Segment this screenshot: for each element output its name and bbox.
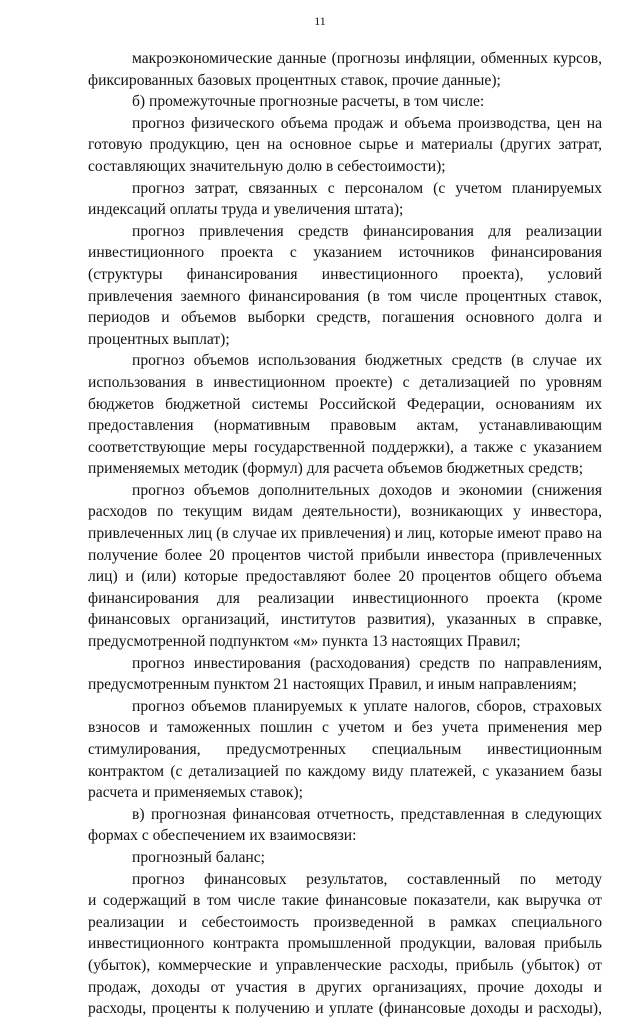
text-line: соответствующие меры государственной поддержки), а также с указанием <box>88 438 602 456</box>
text-line: готовую продукцию, цен на основное сырье и материалы (других затрат, <box>88 136 602 154</box>
text-line: продаж, доходы от участия в других организациях, прочие доходы и <box>88 978 602 996</box>
text-line: в) прогнозная финансовая отчетность, представленная в следующих <box>132 805 602 823</box>
text-line: фиксированных базовых процентных ставок, прочие данные); <box>88 71 501 89</box>
text-line: прогноз физического объема продаж и объема производства, цен на <box>132 114 602 132</box>
text-line: привлеченных лиц (в случае их привлечения) и лиц, которые имеют право на <box>88 525 602 543</box>
document-body <box>88 48 602 1020</box>
text-line: реализации и себестоимость произведенной в рамках специального <box>88 913 602 931</box>
text-line: прогноз объемов использования бюджетных средств (в случае их <box>132 352 602 370</box>
text-line: прогноз инвестирования (расходования) средств по направлениям, <box>132 654 602 672</box>
text-line: прогноз объемов планируемых к уплате налогов, сборов, страховых <box>132 697 602 715</box>
text-line: получение более 20 процентов чистой прибыли инвестора (привлеченных <box>88 546 602 564</box>
text-line: финансирования для реализации инвестиционного проекта (кроме <box>88 589 602 607</box>
text-line: прогноз затрат, связанных с персоналом (с учетом планируемых <box>132 179 602 197</box>
text-line: предусмотренным пунктом 21 настоящих Правил, и иным направлениям; <box>88 676 577 694</box>
text-line: инвестиционного контракта промышленной продукции, валовая прибыль <box>88 935 602 953</box>
text-line: прогноз финансовых результатов, составленный по методу <box>132 870 602 888</box>
text-line: прогноз привлечения средств финансирования для реализации <box>132 222 602 240</box>
text-line: б) промежуточные прогнозные расчеты, в том числе: <box>132 93 485 111</box>
text-line: инвестиционного проекта с указанием источников финансирования <box>88 244 602 262</box>
text-line: прогноз объемов дополнительных доходов и экономии (снижения <box>132 481 602 499</box>
text-line: составляющих значительную долю в себестоимости); <box>88 157 446 175</box>
text-line: периодов и объемов выборки средств, погашения основного долга и <box>88 309 602 327</box>
text-line: стимулирования, предусмотренных специальным инвестиционным <box>88 741 602 758</box>
text-line: контрактом (с детализацией по каждому виду платежей, с указанием базы <box>88 762 602 780</box>
text-line: финансовых организаций, институтов развития), указанных в справке, <box>88 611 602 629</box>
text-line: привлечения заемного финансирования (в том числе процентных ставок, <box>88 287 602 305</box>
text-line: расчета и применяемых ставок); <box>88 784 303 802</box>
text-line: (структуры финансирования инвестиционного проекта), условий <box>88 265 602 283</box>
text-line: прогнозный баланс; <box>132 848 265 866</box>
text-line: предоставления (нормативным правовым актам, устанавливающим <box>88 417 602 435</box>
text-line: использования в инвестиционном проекте) с детализацией по уровням <box>88 373 602 391</box>
text-line: взносов и таможенных пошлин с учетом и без учета применения мер <box>88 719 602 737</box>
text-line: лиц) и (или) которые предоставляют более 20 процентов общего объема <box>88 568 602 586</box>
text-line: применяемых методик (формул) для расчета объемов бюджетных средств; <box>88 460 584 478</box>
text-line: расходов по текущим видам деятельности), возникающих у инвестора, <box>88 503 602 521</box>
text-line: предусмотренной подпунктом «м» пункта 13 настоящих Правил; <box>88 633 521 651</box>
text-line: процентных выплат); <box>88 330 230 348</box>
text-line: бюджетов бюджетной системы Российской Федерации, основаниям их <box>88 395 602 413</box>
text-line: (убыток), коммерческие и управленческие расходы, прибыль (убыток) от <box>88 956 602 974</box>
text-line: расходы, проценты к получению и уплате (финансовые доходы и расходы), <box>88 1000 602 1018</box>
text-line: формах с обеспечением их взаимосвязи: <box>88 827 357 845</box>
text-line: и содержащий в том числе такие финансовые показатели, как выручка от <box>88 892 602 910</box>
text-line: индексаций оплаты труда и увеличения штата); <box>88 201 404 219</box>
text-line: макроэкономические данные (прогнозы инфляции, обменных курсов, <box>132 50 602 67</box>
page-number: 11 <box>314 14 326 28</box>
